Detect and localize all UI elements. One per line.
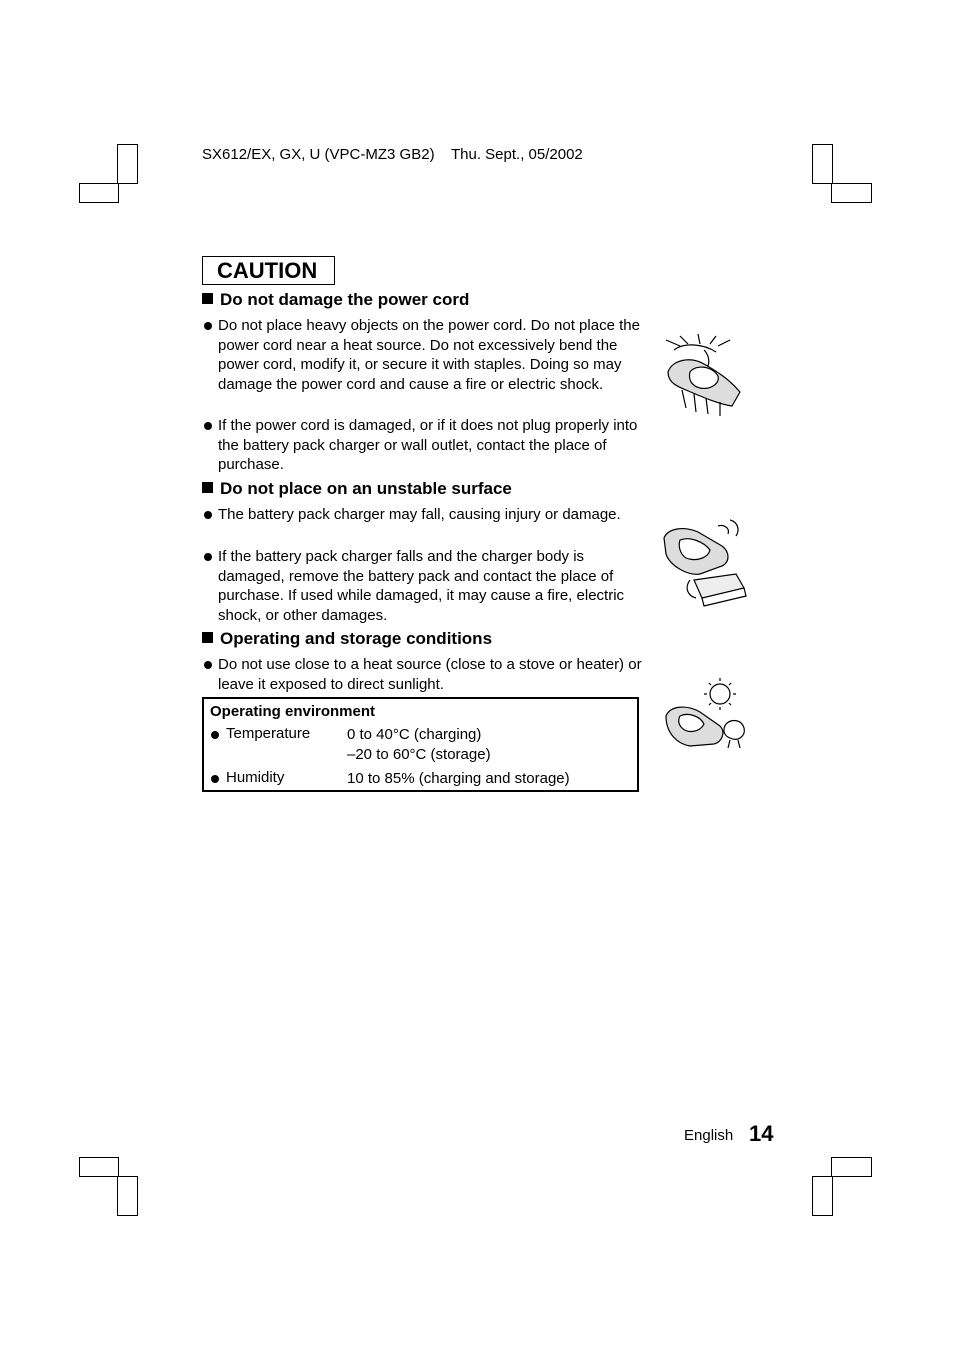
square-bullet-icon: [202, 293, 213, 304]
bullet-item: [202, 505, 642, 525]
square-bullet-icon: [202, 482, 213, 493]
environment-title: Operating environment: [210, 703, 376, 720]
crop-mark-top-left-vertical: [117, 144, 138, 184]
bullet-item: [202, 316, 642, 394]
footer-language: English: [684, 1127, 734, 1144]
crop-mark-top-left-horizontal: [79, 183, 119, 203]
bullet-dot-icon: [211, 731, 219, 739]
environment-value: 10 to 85% (charging and storage): [347, 770, 570, 787]
crop-mark-top-right-vertical: [812, 144, 833, 184]
bullet-dot-icon: [211, 775, 219, 783]
crop-mark-bottom-left-horizontal: [79, 1157, 119, 1177]
page-number: 14: [749, 1121, 774, 1146]
header-model: SX612/EX, GX, U (VPC-MZ3 GB2): [202, 146, 435, 163]
crop-mark-bottom-right-horizontal: [831, 1157, 872, 1177]
crop-mark-bottom-left-vertical: [117, 1176, 138, 1216]
charger-falling-illustration-icon: [660, 518, 748, 608]
header-date: Thu. Sept., 05/2002: [450, 146, 583, 163]
environment-label: Humidity: [226, 769, 285, 786]
section-title-operating-conditions: [202, 629, 492, 649]
heat-sunlight-illustration-icon: [660, 676, 748, 756]
crop-mark-top-right-horizontal: [831, 183, 872, 203]
section-title-text: Operating and storage conditions: [220, 629, 493, 648]
power-cord-damage-illustration-icon: [660, 332, 748, 416]
section-title-power-cord: [202, 290, 469, 310]
section-title-text: Do not damage the power cord: [220, 290, 470, 309]
section-title-unstable-surface: [202, 479, 512, 499]
bullet-dot-icon: [204, 661, 212, 669]
bullet-text: If the power cord is damaged, or if it does not plug properly into the battery pack charger or wall outlet, contact the place of purchase.: [218, 417, 638, 473]
environment-value: –20 to 60°C (storage): [347, 746, 491, 763]
bullet-dot-icon: [204, 511, 212, 519]
bullet-item: [202, 547, 642, 625]
bullet-item: [202, 655, 642, 694]
section-title-text: Do not place on an unstable surface: [220, 479, 512, 498]
bullet-item: [202, 416, 642, 475]
document-header: [202, 146, 583, 163]
bullet-text: Do not use close to a heat source (close to a stove or heater) or leave it exposed to direct sunlight.: [218, 656, 642, 693]
operating-environment-table: [202, 697, 639, 792]
caution-label: CAUTION: [202, 256, 335, 285]
bullet-text: If the battery pack charger falls and the charger body is damaged, remove the battery pack and contact the place of purchase. If used while damaged, it may cause a fire, electric shock, or other damages.: [218, 548, 625, 624]
environment-value: 0 to 40°C (charging): [347, 726, 482, 743]
bullet-dot-icon: [204, 553, 212, 561]
bullet-text: The battery pack charger may fall, causing injury or damage.: [218, 506, 621, 523]
bullet-text: Do not place heavy objects on the power cord. Do not place the power cord near a heat source. Do not excessively bend the power cord, modify it, or secure it with staples. Doing so may damage the power cord and cause a fire or electric shock.: [218, 317, 640, 393]
environment-label: Temperature: [226, 725, 311, 742]
crop-mark-bottom-right-vertical: [812, 1176, 833, 1216]
bullet-dot-icon: [204, 422, 212, 430]
bullet-dot-icon: [204, 322, 212, 330]
square-bullet-icon: [202, 632, 213, 643]
